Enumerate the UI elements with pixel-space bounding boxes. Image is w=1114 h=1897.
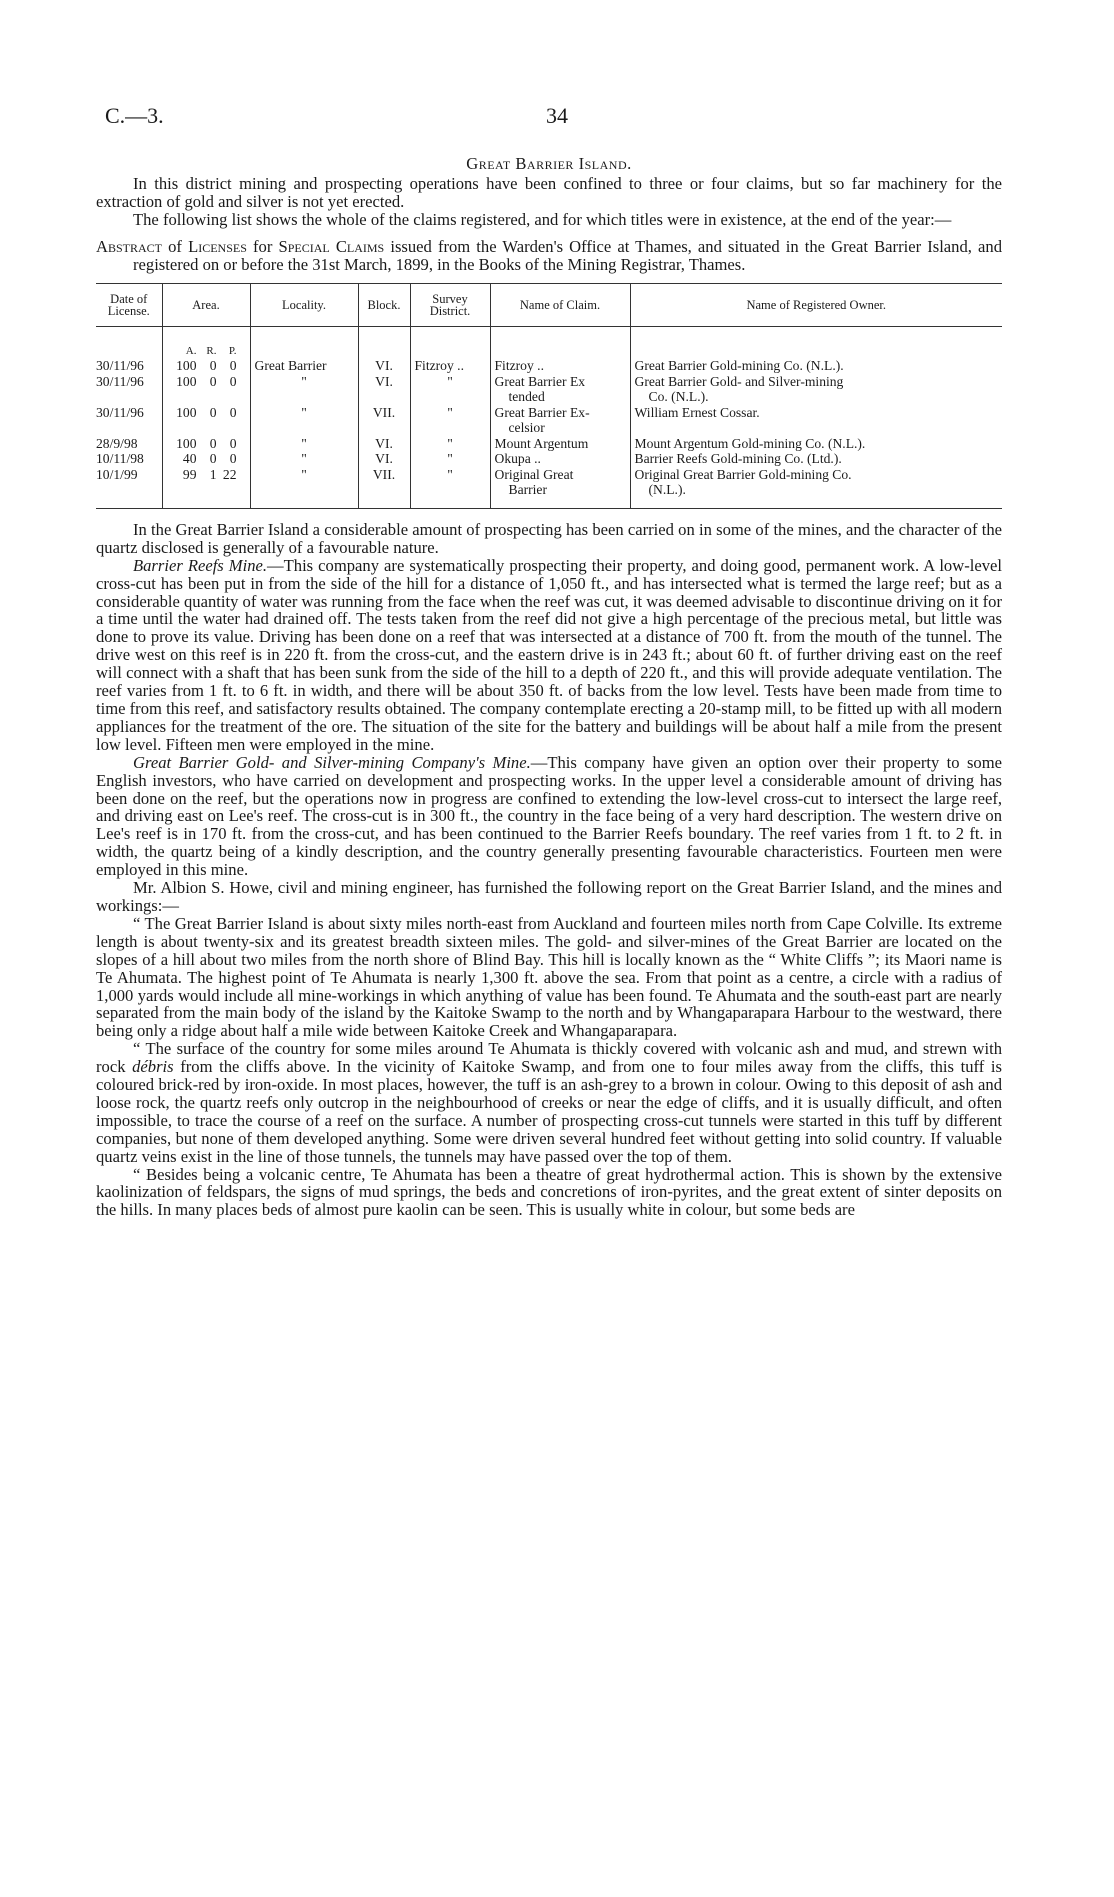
cell-date: 30/11/96 — [96, 404, 144, 420]
cell-perches: 0 — [229, 404, 237, 420]
header-owner: Name of Registered Owner. — [630, 284, 1002, 327]
cell-survey: " — [410, 405, 490, 436]
cell-block: VI. — [358, 358, 410, 374]
paragraph-howe-report: Mr. Albion S. Howe, civil and mining engineer, has furnished the following report on the Great Barrier Island, and the mines and workings:— — [96, 878, 1002, 915]
header-claim: Name of Claim. — [490, 284, 630, 327]
cell-acres: 40 — [182, 451, 197, 467]
cell-perches: 0 — [229, 451, 237, 467]
cell-acres: 100 — [176, 358, 197, 374]
cell-roods: 0 — [209, 373, 217, 389]
cell-owner — [630, 451, 1002, 467]
surface-italic: débris — [132, 1057, 174, 1077]
cell-claim — [490, 436, 630, 452]
claim-line-1: Great Barrier Ex- — [494, 404, 590, 420]
header-area: Area. — [162, 284, 250, 327]
cell-locality: " — [250, 405, 358, 436]
paragraph-barrier-reefs — [96, 557, 1002, 754]
header-block: Block. — [358, 284, 410, 327]
document-reference: C.—3. — [105, 103, 164, 128]
unit-perches: P. — [228, 345, 237, 358]
claim-line-2: Barrier — [508, 482, 547, 498]
document-body — [96, 155, 1002, 1219]
cell-locality: " — [250, 467, 358, 509]
header-date: Date of License. — [96, 284, 162, 327]
paragraph-great-barrier-company — [96, 754, 1002, 879]
cell-block: VI. — [358, 374, 410, 405]
cell-roods: 0 — [209, 358, 217, 374]
cell-locality: Great Barrier — [250, 358, 358, 374]
intro-paragraph-1: In this district mining and prospecting operations have been confined to three or four claims, but so far machinery for the extraction of gold and silver is not yet erected. — [96, 173, 1002, 211]
abstract-licenses: Licenses — [188, 236, 247, 256]
cell-owner — [630, 374, 1002, 405]
unit-acres: A. — [185, 345, 197, 358]
cell-roods: 0 — [209, 404, 217, 420]
abstract-word: of — [162, 236, 189, 256]
cell-owner — [630, 358, 1002, 374]
cell-block: VI. — [358, 451, 410, 467]
surface-text-a: “ The surface of the country for some miles around Te Ahumata is thickly covered with volcanic ash and mud, and strewn with rock — [96, 1039, 1002, 1077]
table-row — [96, 358, 1002, 374]
owner-line-1: William Ernest Cossar. — [634, 404, 760, 420]
claim-line-1: Great Barrier Ex — [494, 373, 586, 389]
cell-owner — [630, 436, 1002, 452]
cell-roods: 1 — [209, 466, 217, 482]
cell-perches: 0 — [229, 435, 237, 451]
table-row — [96, 467, 1002, 509]
cell-date: 30/11/96 — [96, 373, 144, 389]
abstract-caption — [96, 238, 1002, 274]
cell-owner — [630, 405, 1002, 436]
cell-perches: 22 — [222, 466, 237, 482]
cell-survey: " — [410, 451, 490, 467]
table-row — [96, 436, 1002, 452]
cell-block: VII. — [358, 467, 410, 509]
section-title: Great Barrier Island. — [466, 154, 632, 173]
owner-line-2: (N.L.). — [648, 482, 686, 498]
cell-claim — [490, 358, 630, 374]
table-row — [96, 374, 1002, 405]
area-unit-row — [96, 327, 1002, 359]
owner-line-1: Great Barrier Gold- and Silver-mining — [634, 373, 844, 389]
paragraph-hydrothermal: “ Besides being a volcanic centre, Te Ahumata has been a theatre of great hydrothermal action. This is shown by the extensive kaolinization of feldspars, the signs of mud springs, the beds and concretions of iron-pyrites, and the great extent of sinter deposits on the hills. In many places beds of almost pure kaolin can be seen. This is usually white in colour, but some beds are — [96, 1164, 1002, 1220]
abstract-lead: Abstract — [96, 236, 162, 256]
header-locality: Locality. — [250, 284, 358, 327]
table-header-row — [96, 284, 1002, 327]
owner-line-1: Great Barrier Gold-mining Co. (N.L.). — [634, 358, 844, 374]
cell-survey: Fitzroy .. — [410, 358, 490, 374]
table-row — [96, 405, 1002, 436]
cell-locality: " — [250, 451, 358, 467]
intro-paragraph-2: The following list shows the whole of the claims registered, and for which titles were in existence, at the end of the year:— — [133, 209, 952, 229]
cell-survey: " — [410, 374, 490, 405]
great-barrier-company-heading: Great Barrier Gold- and Silver-mining Company's Mine. — [133, 752, 531, 772]
cell-acres: 100 — [176, 404, 197, 420]
cell-claim — [490, 467, 630, 509]
claim-line-1: Okupa .. — [494, 451, 541, 467]
cell-survey: " — [410, 467, 490, 509]
abstract-word: for — [246, 236, 279, 256]
cell-date: 30/11/96 — [96, 358, 144, 374]
great-barrier-company-text: —This company have given an option over their property to some English investors, who have carried on development and prospecting works. In the upper level a considerable amount of driving has been done on the reef, but the operations now in progress are confined to extending the low-level cross-cut to intersect the large reef, and driving east on Lee's reef. The cross-cut is in 300 ft., the country in the face being of a very hard description. The western drive on Lee's reef is in 170 ft. from the cross-cut, and has been continued to the Barrier Reefs boundary. The reef varies from 1 ft. to 2 ft. in width, the quartz being of a kindly description, and the country generally presenting favourable characteristics. Fourteen men were employed in this mine. — [96, 752, 1002, 880]
claim-line-1: Fitzroy .. — [494, 358, 544, 374]
cell-block: VII. — [358, 405, 410, 436]
cell-claim — [490, 374, 630, 405]
claim-line-2: celsior — [508, 420, 545, 436]
cell-claim — [490, 451, 630, 467]
cell-locality: " — [250, 374, 358, 405]
paragraph-island-description: “ The Great Barrier Island is about sixty miles north-east from Auckland and fourteen miles north from Cape Colville. Its extreme length is about twenty-six and its greatest breadth sixteen miles. The gold- and silver-mines of the Great Barrier are located on the slopes of a hill about two miles from the north shore of Blind Bay. This hill is locally known as the “ White Cliffs ”; its Maori name is Te Ahumata. The highest point of Te Ahumata is nearly 1,300 ft. above the sea. From that point as a centre, a circle with a radius of 1,000 yards would include all mine-workings in which anything of value has been found. Te Ahumata and the south-east part are nearly separated from the main body of the island by the Kaitoke Swamp to the north and by Whangaparapara Harbour to the westward, there being only a ridge about half a mile wide between Kaitoke Creek and Whangaparapara. — [96, 913, 1002, 1041]
surface-text-b: from the cliffs above. In the vicinity of Kaitoke Swamp, and from one to four miles away from the cliffs, this tuff is coloured brick-red by iron-oxide. In most places, however, the tuff is an ash-grey to a brown in colour. Owing to this deposit of ash and loose rock, the quartz reefs only outcrop in the neighbourhood of creeks or near the edge of cliffs, and it is usually difficult, and often impossible, to trace the course of a reef on the surface. A number of prospecting cross-cut tunnels were started in this tuff by different companies, but none of them developed anything. Some were driven several hundred feet without getting into solid country. If valuable quartz veins exist in the line of those tunnels, the tunnels may have passed over the top of them. — [96, 1057, 1002, 1166]
owner-line-1: Original Great Barrier Gold-mining Co. — [634, 466, 852, 482]
cell-perches: 0 — [229, 358, 237, 374]
claims-table — [96, 283, 1002, 509]
cell-block: VI. — [358, 436, 410, 452]
barrier-reefs-text: —This company are systematically prospecting their property, and doing good, permanent work. A low-level cross-cut has been put in from the side of the hill for a distance of 1,050 ft., and has intersected what is termed the large reef; but as a considerable quantity of water was running from the face when the reef was cut, it was deemed advisable to discontinue driving on it for a time until the water had drained off. The tests taken from the reef did not give a high percentage of the precious metal, but little was done to prove its value. Driving has been done on a reef that was intersected at a distance of 700 ft. from the mouth of the tunnel. The drive west on this reef is in 220 ft. from the cross-cut, and the eastern drive is in 243 ft.; about 60 ft. of further driving east on the reef will connect with a shaft that has been sunk from the side of the hill to a depth of 220 ft., and this will provide adequate ventilation. The reef varies from 1 ft. to 6 ft. in width, and there will be about 350 ft. of backs from the low level. Tests have been made from time to time from this reef, and satisfactory results obtained. The company contemplate erecting a 20-stamp mill, to be fitted up with all modern appliances for the treatment of the ore. The situation of the site for the battery and buildings will be about half a mile from the present low level. Fifteen men were employed in the mine. — [96, 555, 1002, 754]
cell-owner — [630, 467, 1002, 509]
claim-line-2: tended — [508, 389, 545, 405]
cell-date: 10/11/98 — [96, 451, 144, 467]
cell-perches: 0 — [229, 373, 237, 389]
owner-line-1: Mount Argentum Gold-mining Co. (N.L.). — [634, 435, 866, 451]
cell-date: 10/1/99 — [96, 467, 162, 509]
unit-roods: R. — [206, 345, 217, 358]
owner-line-2: Co. (N.L.). — [648, 389, 709, 405]
abstract-rest: issued from the Warden's Office at Thames, and situated in the Great Barrier Island, and registered on or before the 31st March, 1899, in the Books of the Mining Registrar, Thames. — [133, 236, 1002, 274]
cell-acres: 99 — [182, 466, 197, 482]
cell-claim — [490, 405, 630, 436]
paragraph-prospecting: In the Great Barrier Island a considerable amount of prospecting has been carried on in some of the mines, and the character of the quartz disclosed is generally of a favourable nature. — [96, 519, 1002, 557]
owner-line-1: Barrier Reefs Gold-mining Co. (Ltd.). — [634, 451, 842, 467]
cell-acres: 100 — [176, 435, 197, 451]
claim-line-1: Mount Argentum — [494, 435, 589, 451]
cell-date: 28/9/98 — [96, 435, 138, 451]
table-row — [96, 451, 1002, 467]
claim-line-1: Original Great — [494, 466, 574, 482]
cell-roods: 0 — [209, 435, 217, 451]
cell-locality: " — [250, 436, 358, 452]
barrier-reefs-heading: Barrier Reefs Mine. — [133, 555, 268, 575]
cell-roods: 0 — [209, 451, 217, 467]
header-survey-district: Survey District. — [410, 284, 490, 327]
page-number: 34 — [546, 103, 568, 128]
cell-acres: 100 — [176, 373, 197, 389]
paragraph-surface — [96, 1040, 1002, 1165]
cell-survey: " — [410, 436, 490, 452]
abstract-special-claims: Special Claims — [278, 236, 385, 256]
